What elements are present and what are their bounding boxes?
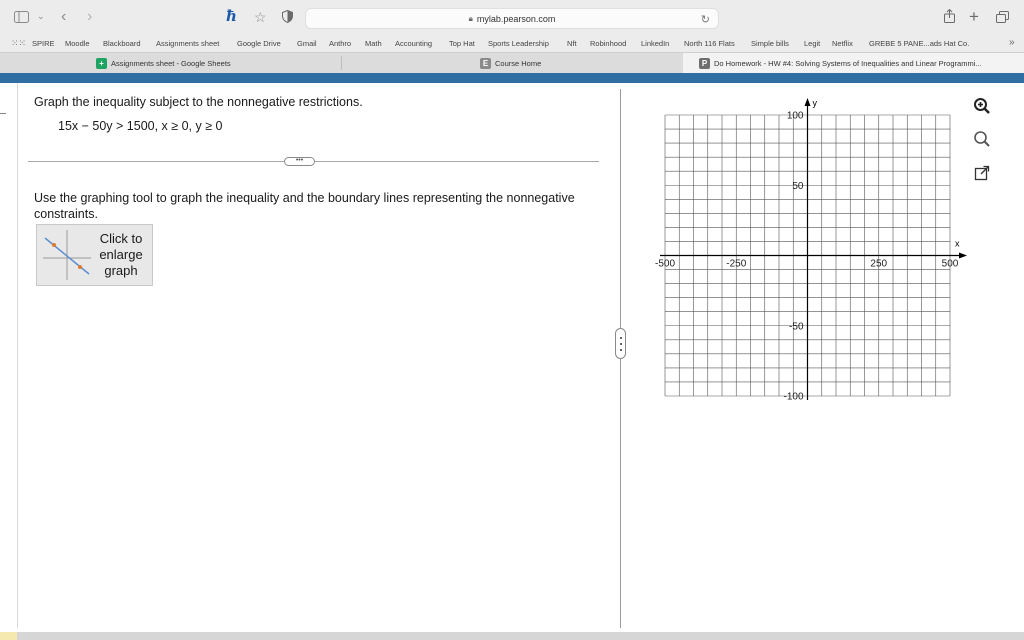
favorite-link[interactable]: Gmail [297, 39, 317, 48]
favorite-link[interactable]: GREBE 5 PANE...ads Hat Co. [869, 39, 970, 48]
mylab-header-bar [0, 73, 1024, 83]
favorite-link[interactable]: Anthro [329, 39, 352, 48]
zoom-in-icon[interactable] [971, 97, 993, 119]
left-border [17, 83, 18, 628]
enlarge-label: Click to enlarge graph [99, 231, 143, 278]
address-bar[interactable] [305, 8, 719, 29]
chevron-down-icon[interactable]: ⌄ [37, 11, 45, 21]
grid-icon[interactable]: ⁙⁙ [11, 38, 27, 48]
x-axis-label: x [955, 238, 960, 249]
shield-icon[interactable] [282, 10, 293, 25]
x-tick-label: -500 [654, 258, 676, 270]
y-tick-label: -50 [789, 321, 804, 333]
more-button[interactable]: ••• [284, 157, 315, 166]
favorite-link[interactable]: Moodle [65, 39, 90, 48]
tab-label: Do Homework - HW #4: Solving Systems of Inequalities and Linear Programmi... [714, 58, 982, 68]
bottom-scrollbar[interactable] [0, 632, 1024, 640]
y-axis-label: y [812, 98, 817, 108]
inequality-text: 15x − 50y > 1500, x ≥ 0, y ≥ 0 [58, 119, 223, 133]
favorite-link[interactable]: Nft [567, 39, 577, 48]
sheets-icon: + [96, 58, 107, 69]
graph-thumbnail-icon [41, 228, 93, 282]
favorite-link[interactable]: Robinhood [590, 39, 627, 48]
lock-icon: 🔒︎ [468, 13, 473, 23]
favorites-bar [0, 36, 1024, 52]
favorite-link[interactable]: North 116 Flats [684, 39, 735, 48]
favorite-link[interactable]: Legit [804, 39, 821, 48]
forward-icon[interactable]: › [87, 8, 93, 25]
x-tick-label: 500 [941, 258, 959, 270]
x-tick-label: -250 [726, 258, 747, 270]
question-title: Graph the inequality subject to the nonnegative restrictions. [34, 95, 363, 109]
zoom-out-icon[interactable] [971, 130, 993, 152]
tab-label: Assignments sheet - Google Sheets [111, 58, 231, 68]
back-icon[interactable]: ‹ [61, 8, 67, 25]
new-tab-icon[interactable]: + [969, 7, 979, 26]
favorite-link[interactable]: SPIRE [32, 39, 55, 48]
course-icon: E [480, 58, 491, 69]
share-icon[interactable] [944, 9, 955, 25]
favorite-link[interactable]: Netflix [832, 39, 853, 48]
tab-bar [0, 52, 1024, 73]
instructions-text: Use the graphing tool to graph the inequality and the boundary lines representing the nonnegative constraints. [34, 191, 575, 221]
favorite-link[interactable]: Top Hat [449, 39, 475, 48]
url-text: mylab.pearson.com [476, 13, 556, 24]
y-tick-label: -100 [783, 391, 804, 403]
favorite-link[interactable]: Assignments sheet [156, 39, 220, 48]
left-marker [0, 113, 6, 114]
star-icon[interactable]: ☆ [254, 9, 267, 25]
tabs-overview-icon[interactable] [996, 11, 1009, 25]
external-link-icon[interactable] [971, 165, 993, 187]
extension-icon[interactable]: ħ [226, 7, 237, 25]
x-tick-label: 250 [870, 258, 888, 270]
tab-separator [341, 56, 342, 70]
sidebar-icon[interactable] [14, 11, 29, 25]
favorite-link[interactable]: Google Drive [237, 39, 281, 48]
favorite-link[interactable]: LinkedIn [641, 39, 670, 48]
browser-titlebar [0, 0, 1024, 36]
more-favorites-icon[interactable]: » [1009, 37, 1015, 48]
tab-course-home[interactable] [480, 53, 541, 73]
y-axis-arrow [805, 98, 811, 106]
favorite-link[interactable]: Blackboard [103, 39, 141, 48]
pearson-icon: P [699, 58, 710, 69]
favorite-link[interactable]: Math [365, 39, 382, 48]
favorite-link[interactable]: Sports Leadership [488, 39, 549, 48]
y-tick-label: 50 [792, 180, 804, 192]
tab-label: Course Home [495, 58, 542, 68]
main-content [0, 83, 1024, 640]
y-tick-label: 100 [786, 110, 804, 122]
reload-icon[interactable]: ↻ [700, 14, 710, 26]
pane-resize-handle[interactable] [615, 328, 626, 359]
enlarge-graph-button[interactable] [36, 224, 153, 286]
favorite-link[interactable]: Accounting [395, 39, 433, 48]
tab-do-homework[interactable] [683, 53, 1024, 73]
x-axis-arrow [959, 253, 967, 259]
favorite-link[interactable]: Simple bills [751, 39, 789, 48]
tab-google-sheets[interactable] [96, 53, 231, 73]
graph-area[interactable] [650, 93, 970, 413]
